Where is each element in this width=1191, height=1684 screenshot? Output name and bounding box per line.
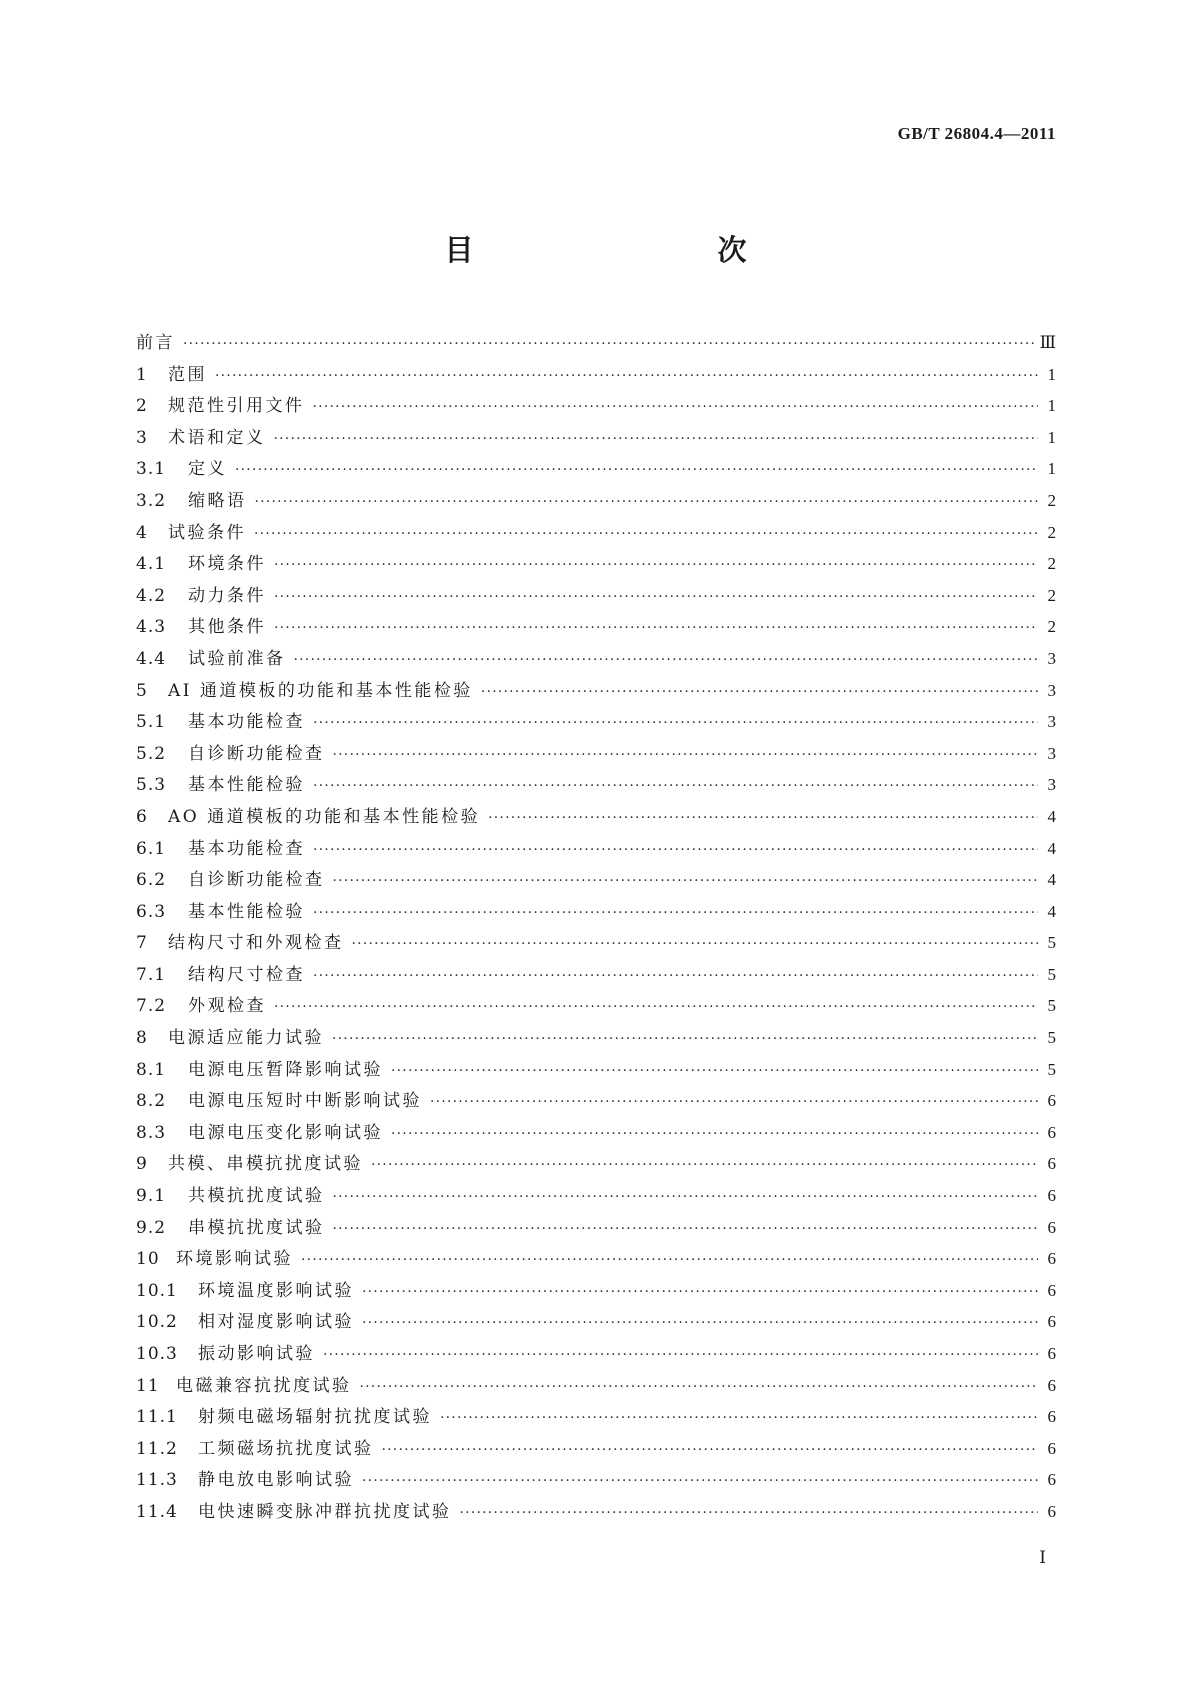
toc-entry-title: AI 通道模板的功能和基本性能检验 [168,680,473,701]
toc-entry-page: 5 [1047,933,1056,953]
toc-entry-title: 静电放电影响试验 [198,1470,354,1491]
toc-entry[interactable] [136,1149,1056,1181]
toc-entry[interactable] [136,834,1056,866]
toc-dot-leader [360,1379,1039,1395]
toc-entry-page: 6 [1047,1280,1056,1300]
toc-entry-page: 2 [1047,522,1056,542]
page-title: 目 次 [444,233,809,267]
toc-entry-number: 1 [136,364,148,385]
toc-entry-page: 1 [1047,364,1056,384]
toc-entry-page: 2 [1047,554,1056,574]
toc-entry-title: 试验前准备 [188,648,286,669]
toc-entry[interactable] [136,486,1056,518]
toc-entry-number: 2 [136,396,148,417]
toc-entry[interactable] [136,518,1056,550]
toc-entry-title: 电源电压暂降影响试验 [188,1059,383,1080]
toc-dot-leader [294,652,1039,668]
toc-entry-page: 2 [1047,617,1056,637]
toc-entry-title: 环境温度影响试验 [198,1280,354,1301]
toc-entry-title: 基本功能检查 [188,838,305,859]
toc-entry-title: 结构尺寸和外观检查 [168,933,344,954]
toc-entry-title: 相对湿度影响试验 [198,1312,354,1333]
toc-entry-number: 10.2 [136,1312,178,1333]
standard-code: GB/T 26804.4—2011 [897,124,1056,143]
toc-entry-number: 5 [136,680,148,701]
toc-entry[interactable] [136,928,1056,960]
toc-dot-leader [274,620,1038,636]
toc-entry-number: 6 [136,806,148,827]
toc-entry-page: 5 [1047,1059,1056,1079]
toc-entry-number: 11.1 [136,1407,178,1428]
toc-entry-page: 5 [1047,1028,1056,1048]
toc-entry-page: 6 [1047,1375,1056,1395]
toc-dot-leader [430,1094,1038,1110]
toc-entry-page: 3 [1047,712,1056,732]
toc-entry-page: 3 [1047,743,1056,763]
toc-entry-page: 6 [1047,1154,1056,1174]
toc-dot-leader [313,778,1038,794]
toc-dot-leader [274,431,1039,447]
toc-dot-leader [255,494,1039,510]
toc-dot-leader [488,810,1038,826]
toc-entry-page: 2 [1047,490,1056,510]
page-number: Ⅰ [1039,1548,1046,1567]
toc-entry-page: 6 [1047,1186,1056,1206]
toc-entry-number: 5.2 [136,743,167,764]
toc-entry-number: 9.1 [136,1186,167,1207]
toc-entry-page: 6 [1047,1091,1056,1111]
toc-dot-leader [332,1031,1038,1047]
toc-entry-title: 前言 [136,333,175,353]
toc-entry-number: 4.3 [136,617,167,638]
toc-entry[interactable] [136,1402,1056,1434]
toc-entry-page: 1 [1047,396,1056,416]
toc-entry-page: 2 [1047,585,1056,605]
toc-entry-number: 3.2 [136,490,167,511]
toc-dot-leader [313,905,1038,921]
toc-entry-number: 11.3 [136,1470,178,1491]
toc-entry[interactable] [136,360,1056,392]
toc-entry-title: 电磁兼容抗扰度试验 [176,1375,352,1396]
toc-entry-page: 4 [1047,870,1056,890]
toc-entry[interactable] [136,802,1056,834]
toc-entry-page: 6 [1047,1122,1056,1142]
toc-entry[interactable] [136,1371,1056,1403]
toc-entry[interactable] [136,1055,1056,1087]
toc-entry-page: Ⅲ [1039,333,1056,352]
toc-dot-leader [274,589,1038,605]
toc-entry-number: 8 [136,1028,148,1049]
toc-entry[interactable] [136,865,1056,897]
toc-entry[interactable] [136,991,1056,1023]
toc-entry-title: 自诊断功能检查 [188,870,325,891]
toc-dot-leader [333,1189,1039,1205]
toc-dot-leader [215,368,1038,384]
toc-entry[interactable] [136,707,1056,739]
toc-entry-number: 7.2 [136,996,167,1017]
toc-dot-leader [313,968,1038,984]
toc-entry-title: 环境影响试验 [176,1249,293,1270]
toc-entry-title: 外观检查 [188,996,266,1017]
toc-dot-leader [274,557,1038,573]
toc-entry[interactable] [136,770,1056,802]
toc-entry-title: 电源电压变化影响试验 [188,1122,383,1143]
toc-entry[interactable] [136,739,1056,771]
toc-dot-leader [460,1505,1039,1521]
toc-entry-number: 6.3 [136,901,167,922]
toc-entry-number: 7.1 [136,964,167,985]
toc-entry-number: 9 [136,1154,148,1175]
toc-dot-leader [382,1442,1039,1458]
toc-entry-number: 6.1 [136,838,167,859]
toc-entry-title: AO 通道模板的功能和基本性能检验 [168,806,481,827]
toc-entry-number: 8.2 [136,1091,167,1112]
toc-entry-page: 4 [1047,901,1056,921]
toc-entry-page: 5 [1047,964,1056,984]
toc-entry-title: 规范性引用文件 [168,396,305,417]
toc-entry-page: 5 [1047,996,1056,1016]
toc-entry-number: 9.2 [136,1217,167,1238]
toc-dot-leader [333,873,1039,889]
toc-entry-title: 电源电压短时中断影响试验 [188,1091,422,1112]
toc-entry[interactable] [136,1497,1056,1529]
toc-entry-page: 6 [1047,1344,1056,1363]
toc-entry-number: 10.3 [136,1344,178,1364]
toc-entry-number: 5.3 [136,775,167,796]
toc-dot-leader [274,999,1038,1015]
toc-dot-leader [362,1315,1038,1331]
toc-dot-leader [183,336,1034,352]
toc-entry-title: 动力条件 [188,585,266,606]
table-of-contents [136,328,1056,1529]
toc-entry[interactable] [136,1181,1056,1213]
toc-entry-title: 基本性能检验 [188,901,305,922]
toc-dot-leader [333,1221,1039,1237]
toc-entry-title: 基本性能检验 [188,775,305,796]
toc-entry-number: 8.3 [136,1122,167,1143]
toc-entry[interactable] [136,1213,1056,1245]
toc-entry[interactable] [136,1244,1056,1276]
toc-dot-leader [362,1284,1038,1300]
toc-entry-page: 6 [1047,1217,1056,1237]
toc-dot-leader [333,747,1039,763]
toc-entry-title: 其他条件 [188,617,266,638]
toc-entry[interactable] [136,328,1056,360]
toc-entry-page: 6 [1047,1407,1056,1427]
toc-entry-title: 定义 [188,459,227,480]
toc-entry[interactable] [136,1118,1056,1150]
toc-entry-title: 缩略语 [188,490,247,511]
toc-dot-leader [391,1126,1038,1142]
toc-entry-page: 6 [1047,1470,1056,1490]
toc-entry[interactable] [136,549,1056,581]
toc-entry-title: 环境条件 [188,554,266,575]
toc-entry-number: 11.4 [136,1501,178,1522]
toc-dot-leader [313,842,1038,858]
toc-entry-title: 基本功能检查 [188,712,305,733]
toc-entry-page: 3 [1047,648,1056,668]
toc-entry-page: 4 [1047,806,1056,826]
toc-entry-page: 6 [1047,1249,1056,1269]
toc-entry[interactable] [136,897,1056,929]
toc-dot-leader [371,1157,1038,1173]
toc-entry-page: 3 [1047,775,1056,795]
toc-entry-page: 4 [1047,838,1056,858]
toc-entry-title: 范围 [168,364,207,385]
toc-dot-leader [254,526,1038,542]
toc-entry-number: 5.1 [136,712,167,733]
toc-entry[interactable] [136,644,1056,676]
toc-dot-leader [440,1410,1038,1426]
toc-entry[interactable] [136,960,1056,992]
toc-dot-leader [362,1473,1038,1489]
toc-entry-page: 1 [1047,459,1056,479]
toc-dot-leader [391,1063,1038,1079]
toc-entry-page: 6 [1047,1312,1056,1332]
toc-entry[interactable] [136,1023,1056,1055]
toc-dot-leader [235,462,1038,478]
toc-entry-number: 11 [136,1375,160,1396]
toc-entry-title: 共模、串模抗扰度试验 [168,1154,363,1175]
toc-dot-leader [313,715,1038,731]
toc-entry-title: 共模抗扰度试验 [188,1186,325,1207]
toc-entry-page: 1 [1047,427,1056,447]
toc-entry-title: 电快速瞬变脉冲群抗扰度试验 [198,1501,452,1522]
toc-entry[interactable] [136,454,1056,486]
toc-entry-page: 3 [1047,680,1056,700]
toc-entry-number: 3 [136,427,148,448]
toc-entry-number: 11.2 [136,1438,178,1459]
toc-entry-title: 振动影响试验 [198,1344,315,1364]
toc-entry-title: 结构尺寸检查 [188,964,305,985]
toc-entry-number: 8.1 [136,1059,167,1080]
toc-entry-number: 7 [136,933,148,954]
toc-entry-number: 4 [136,522,148,543]
toc-dot-leader [323,1347,1038,1363]
toc-entry-number: 4.1 [136,554,167,575]
toc-dot-leader [301,1252,1038,1268]
toc-entry[interactable] [136,1465,1056,1497]
toc-entry[interactable] [136,612,1056,644]
toc-entry-title: 自诊断功能检查 [188,743,325,764]
toc-entry[interactable] [136,1434,1056,1466]
toc-entry[interactable] [136,1307,1056,1339]
toc-entry[interactable] [136,1276,1056,1308]
toc-dot-leader [481,684,1038,700]
toc-entry-number: 6.2 [136,870,167,891]
toc-entry-title: 试验条件 [168,522,246,543]
toc-entry[interactable] [136,391,1056,423]
toc-entry-number: 10.1 [136,1280,178,1301]
toc-entry-page: 6 [1047,1501,1056,1521]
toc-entry-number: 4.4 [136,648,167,669]
toc-entry-page: 6 [1047,1438,1056,1458]
toc-dot-leader [352,936,1039,952]
toc-entry-title: 串模抗扰度试验 [188,1217,325,1238]
toc-entry[interactable] [136,676,1056,708]
toc-entry-number: 3.1 [136,459,167,480]
toc-entry-title: 术语和定义 [168,427,266,448]
toc-entry-title: 电源适应能力试验 [168,1028,324,1049]
toc-entry-number: 4.2 [136,585,167,606]
toc-entry-title: 射频电磁场辐射抗扰度试验 [198,1407,432,1428]
toc-dot-leader [313,399,1039,415]
toc-entry[interactable] [136,581,1056,613]
toc-entry-title: 工频磁场抗扰度试验 [198,1438,374,1459]
toc-entry[interactable] [136,423,1056,455]
toc-entry[interactable] [136,1086,1056,1118]
toc-entry[interactable] [136,1339,1056,1371]
toc-entry-number: 10 [136,1249,160,1270]
